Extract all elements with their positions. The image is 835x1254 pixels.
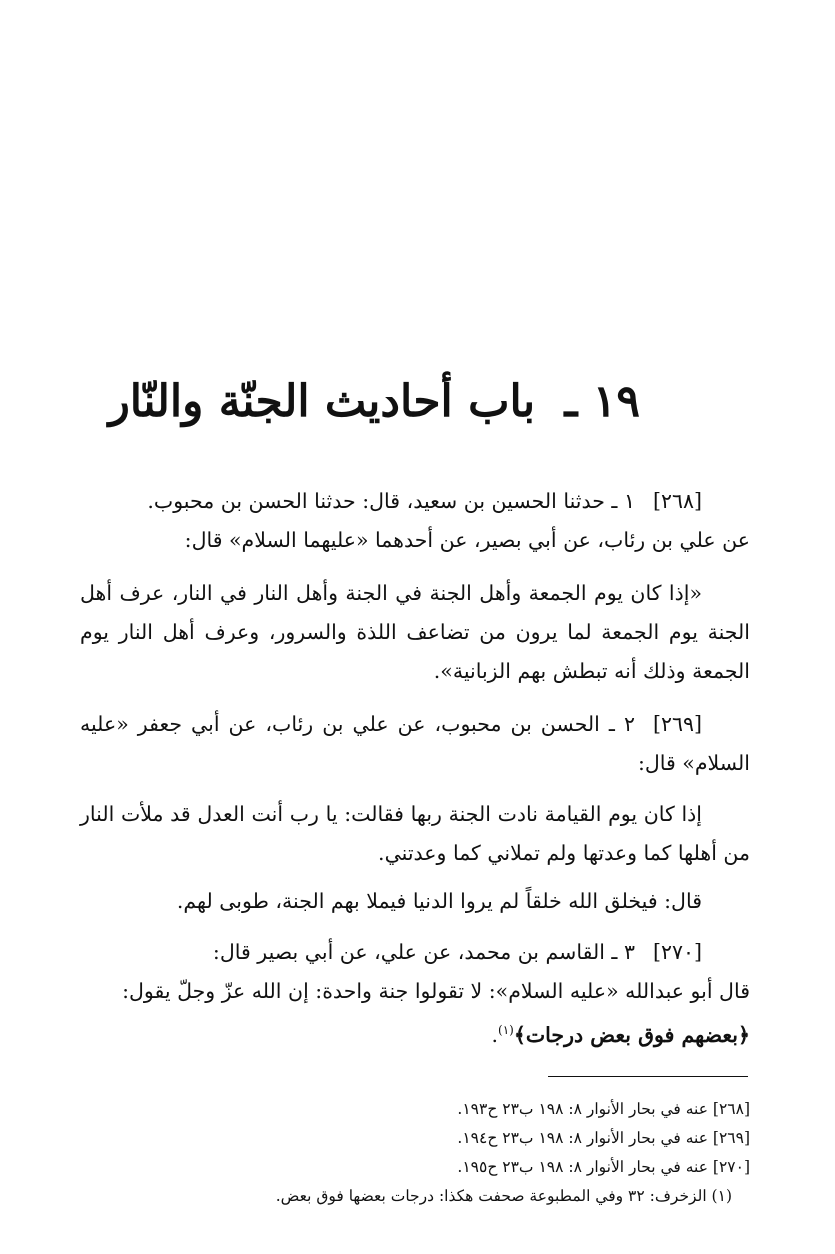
hadith-268-number: [٢٦٨]	[652, 489, 702, 513]
chapter-number: ١٩ ـ	[564, 376, 640, 427]
hadith-270-chain: ٣ ـ القاسم بن محمد، عن علي، عن أبي بصير قال:	[212, 940, 635, 964]
hadith-269-chain: ٢ ـ الحسن بن محبوب، عن علي بن رئاب، عن أبي جعفر «عليه السلام» قال:	[80, 712, 750, 775]
hadith-270	[80, 933, 750, 1055]
footnote-268: [٢٦٨] عنه في بحار الأنوار ٨: ١٩٨ ب٢٣ ح١٩٣.	[457, 1100, 750, 1118]
hadith-270-number: [٢٧٠]	[652, 940, 702, 964]
hadith-269-number: [٢٦٩]	[652, 712, 702, 736]
hadith-269-isnad	[80, 705, 750, 783]
footnote-1: (١) الزخرف: ٣٢ وفي المطبوعة صحفت هكذا: درجات بعضها فوق بعض.	[275, 1187, 732, 1205]
hadith-268-line-2: عن علي بن رئاب، عن أبي بصير، عن أحدهما «عليهما السلام» قال:	[184, 528, 750, 552]
hadith-270-line-3	[80, 1011, 750, 1055]
footnote-reference: (١)	[498, 1023, 514, 1037]
hadith-268-matn: «إذا كان يوم الجمعة وأهل الجنة في الجنة وأهل النار في النار، عرف أهل الجنة يوم الجمعة لما يرون من تضاعف اللذة والسرور، وعرف أهل النار يوم الجمعة وذلك أنه تبطش بهم الزبانية».	[80, 581, 750, 683]
hadith-269-matn-2: قال: فيخلق الله خلقاً لم يروا الدنيا فيملا بهم الجنة، طوبى لهم.	[176, 889, 702, 913]
sentence-end: .	[491, 1022, 499, 1047]
footnote-269: [٢٦٩] عنه في بحار الأنوار ٨: ١٩٨ ب٢٣ ح١٩٤.	[457, 1129, 750, 1147]
hadith-270-line-1	[80, 933, 750, 972]
footnotes	[90, 1095, 750, 1211]
chapter-heading: باب أحاديث الجنّة والنّار	[108, 376, 536, 427]
hadith-269-text-2	[80, 882, 750, 921]
hadith-270-line-2: قال أبو عبدالله «عليه السلام»: لا تقولوا جنة واحدة: إن الله عزّ وجلّ يقول:	[122, 979, 750, 1003]
hadith-268-isnad	[80, 482, 750, 560]
hadith-269-matn: إذا كان يوم القيامة نادت الجنة ربها فقالت: يا رب أنت العدل قد ملأت النار من أهلها كما وعدتها ولم تملاني كما وعدتني.	[80, 802, 750, 865]
hadith-268-line-1	[80, 482, 750, 521]
footnote-270: [٢٧٠] عنه في بحار الأنوار ٨: ١٩٨ ب٢٣ ح١٩٥.	[457, 1158, 750, 1176]
footnote-separator	[548, 1076, 748, 1077]
chapter-title	[108, 372, 640, 432]
hadith-269-text	[80, 795, 750, 873]
hadith-268-chain-start: ١ ـ حدثنا الحسين بن سعيد، قال: حدثنا الحسن بن محبوب.	[147, 489, 635, 513]
hadith-268-text	[80, 574, 750, 691]
quran-verse: ﴿بعضهم فوق بعض درجات﴾	[513, 1022, 750, 1047]
